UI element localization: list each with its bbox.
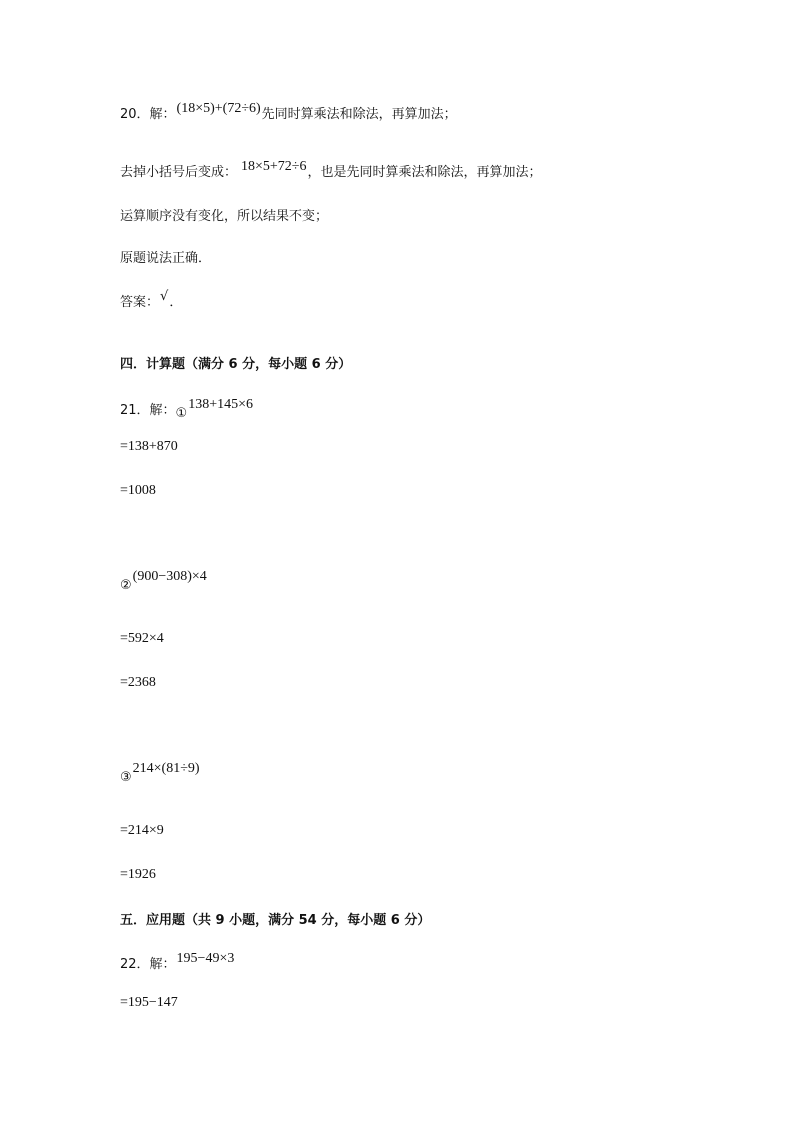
q21-label: 21．解： [120, 403, 176, 418]
section4-heading [120, 356, 351, 374]
q20-answer-end: ． [169, 295, 183, 310]
q20-line4 [120, 250, 211, 268]
q20-line2 [120, 159, 542, 182]
q21-part2-expression: (900−308)×4 [132, 569, 207, 584]
q20-expression: (18×5)+(72÷6) [176, 101, 261, 116]
q21-part3-step2-text: =1926 [120, 867, 156, 882]
q21-part2-step1-text: =592×4 [120, 631, 164, 646]
q20-answer [120, 289, 183, 312]
q21-part1-marker: ① [175, 406, 188, 421]
q21-part1-step1-text: =138+870 [120, 439, 178, 454]
q20-line2-prefix: 去掉小括号后变成： [120, 165, 238, 180]
q21-part2-step2 [120, 674, 156, 692]
q20-line2-suffix: ，也是先同时算乘法和除法，再算加法； [307, 165, 542, 180]
q21-part3-expression: 214×(81÷9) [132, 761, 200, 776]
q21-part1-expression: 138+145×6 [188, 397, 253, 412]
section4-heading-text: 四．计算题（满分 6 分，每小题 6 分） [120, 357, 352, 372]
q21-part2 [120, 569, 208, 593]
check-mark-icon: √ [160, 289, 169, 304]
q21-part2-marker: ② [120, 578, 132, 593]
q21-part3-step1-text: =214×9 [120, 823, 164, 838]
q20-explanation: 先同时算乘法和除法，再算加法； [261, 107, 457, 122]
q21-part1 [120, 397, 254, 421]
q20-line3-text: 运算顺序没有变化，所以结果不变； [120, 209, 329, 224]
q21-part3 [120, 761, 201, 785]
q20-line4-text: 原题说法正确． [120, 251, 212, 266]
q21-part1-step2-text: =1008 [120, 483, 156, 498]
q22-step1 [120, 994, 178, 1012]
q22-step1-text: =195−147 [120, 995, 178, 1010]
q20-label: 20．解： [120, 107, 176, 122]
q22-expression: 195−49×3 [176, 951, 235, 966]
q21-part3-step1 [120, 822, 164, 840]
q21-part2-step2-text: =2368 [120, 675, 156, 690]
q20-line3 [120, 208, 328, 226]
section5-heading [120, 912, 430, 930]
q20-line1 [120, 101, 457, 124]
q21-part3-marker: ③ [120, 770, 132, 785]
q20-line2-expression: 18×5+72÷6 [241, 159, 307, 174]
q22-label: 22．解： [120, 957, 176, 972]
q20-answer-label: 答案： [120, 295, 160, 310]
q21-part2-step1 [120, 630, 164, 648]
q21-part3-step2 [120, 866, 156, 884]
section5-heading-text: 五．应用题（共 9 小题，满分 54 分，每小题 6 分） [120, 913, 431, 928]
q21-part1-step1 [120, 438, 178, 456]
q21-part1-step2 [120, 482, 156, 500]
q22-line1 [120, 951, 235, 974]
